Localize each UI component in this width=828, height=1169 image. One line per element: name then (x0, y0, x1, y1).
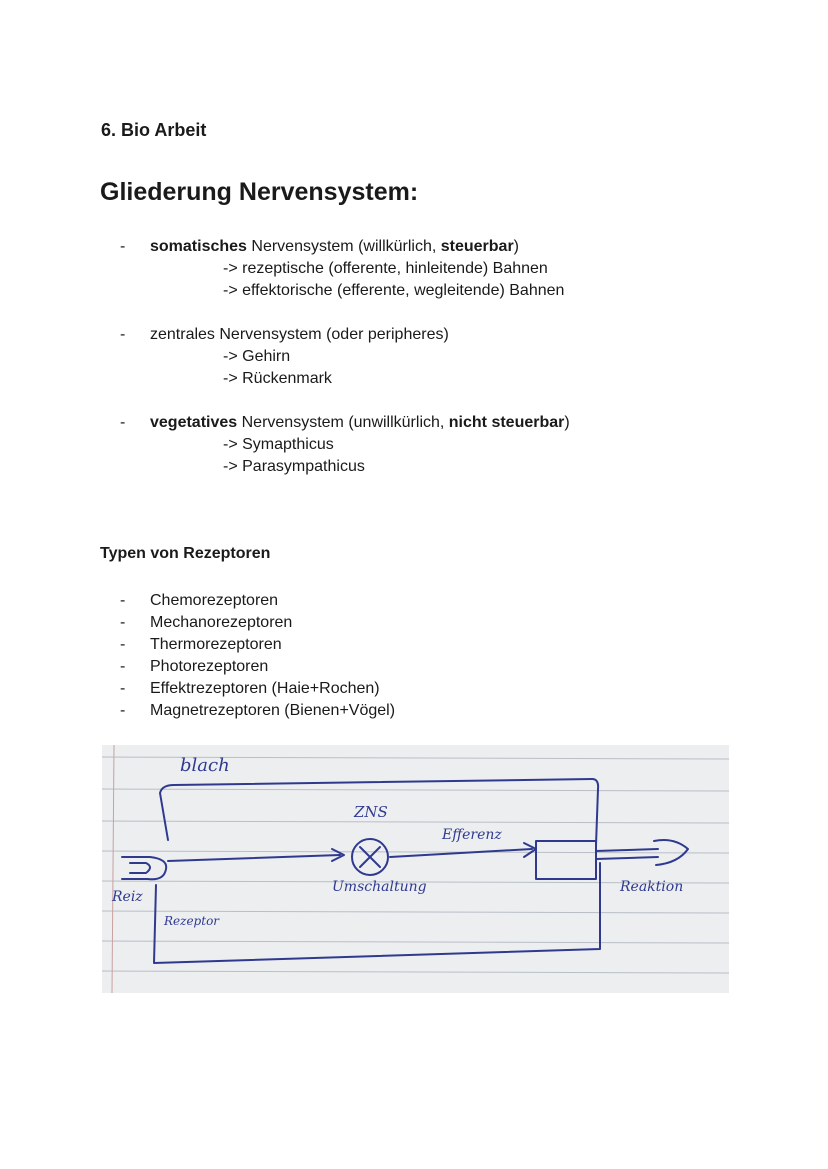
list-item: - Chemorezeptoren (120, 592, 279, 609)
sub-item: -> Gehirn (223, 348, 291, 365)
section-text: vegetatives Nervensystem (unwillkürlich, nicht steuerbar) (150, 414, 570, 431)
section-text: somatisches Nervensystem (willkürlich, steuerbar) (150, 238, 519, 255)
bullet-dash: - (120, 414, 126, 431)
label-zns: ZNS (354, 803, 388, 821)
section-central (120, 324, 449, 390)
list-item: - Mechanorezeptoren (120, 614, 293, 631)
label-efferenz: Efferenz (442, 827, 502, 843)
page-title: Gliederung Nervensystem: (100, 178, 419, 206)
label-reaktion: Reaktion (620, 879, 684, 895)
list-item: - Effektrezeptoren (Haie+Rochen) (120, 680, 380, 697)
section-vegetative (120, 412, 570, 478)
section-text: zentrales Nervensystem (oder peripheres) (150, 326, 449, 343)
sub-item: -> Parasympathicus (223, 458, 365, 475)
section-line (120, 412, 570, 434)
rezeptoren-heading: Typen von Rezeptoren (100, 545, 271, 562)
sub-item: -> rezeptische (offerente, hinleitende) Bahnen (223, 260, 548, 277)
section-line (120, 236, 564, 258)
label-top: blach (180, 755, 230, 776)
doc-subtitle: 6. Bio Arbeit (101, 120, 207, 140)
bullet-dash: - (120, 238, 126, 255)
section-line (120, 324, 449, 346)
label-rezeptor: Rezeptor (164, 914, 220, 928)
list-item: - Magnetrezeptoren (Bienen+Vögel) (120, 702, 396, 719)
bullet-dash: - (120, 326, 126, 343)
label-umschaltung: Umschaltung (332, 879, 427, 895)
list-item: - Thermorezeptoren (120, 636, 282, 653)
section-somatic (120, 236, 564, 302)
list-item: - Photorezeptoren (120, 658, 269, 675)
sub-item: -> effektorische (efferente, wegleitende) Bahnen (223, 282, 565, 299)
rezeptoren-list (120, 590, 395, 722)
sub-item: -> Rückenmark (223, 370, 332, 387)
sub-item: -> Symapthicus (223, 436, 334, 453)
reflex-arc-sketch (102, 745, 729, 993)
label-reiz: Reiz (112, 889, 143, 905)
